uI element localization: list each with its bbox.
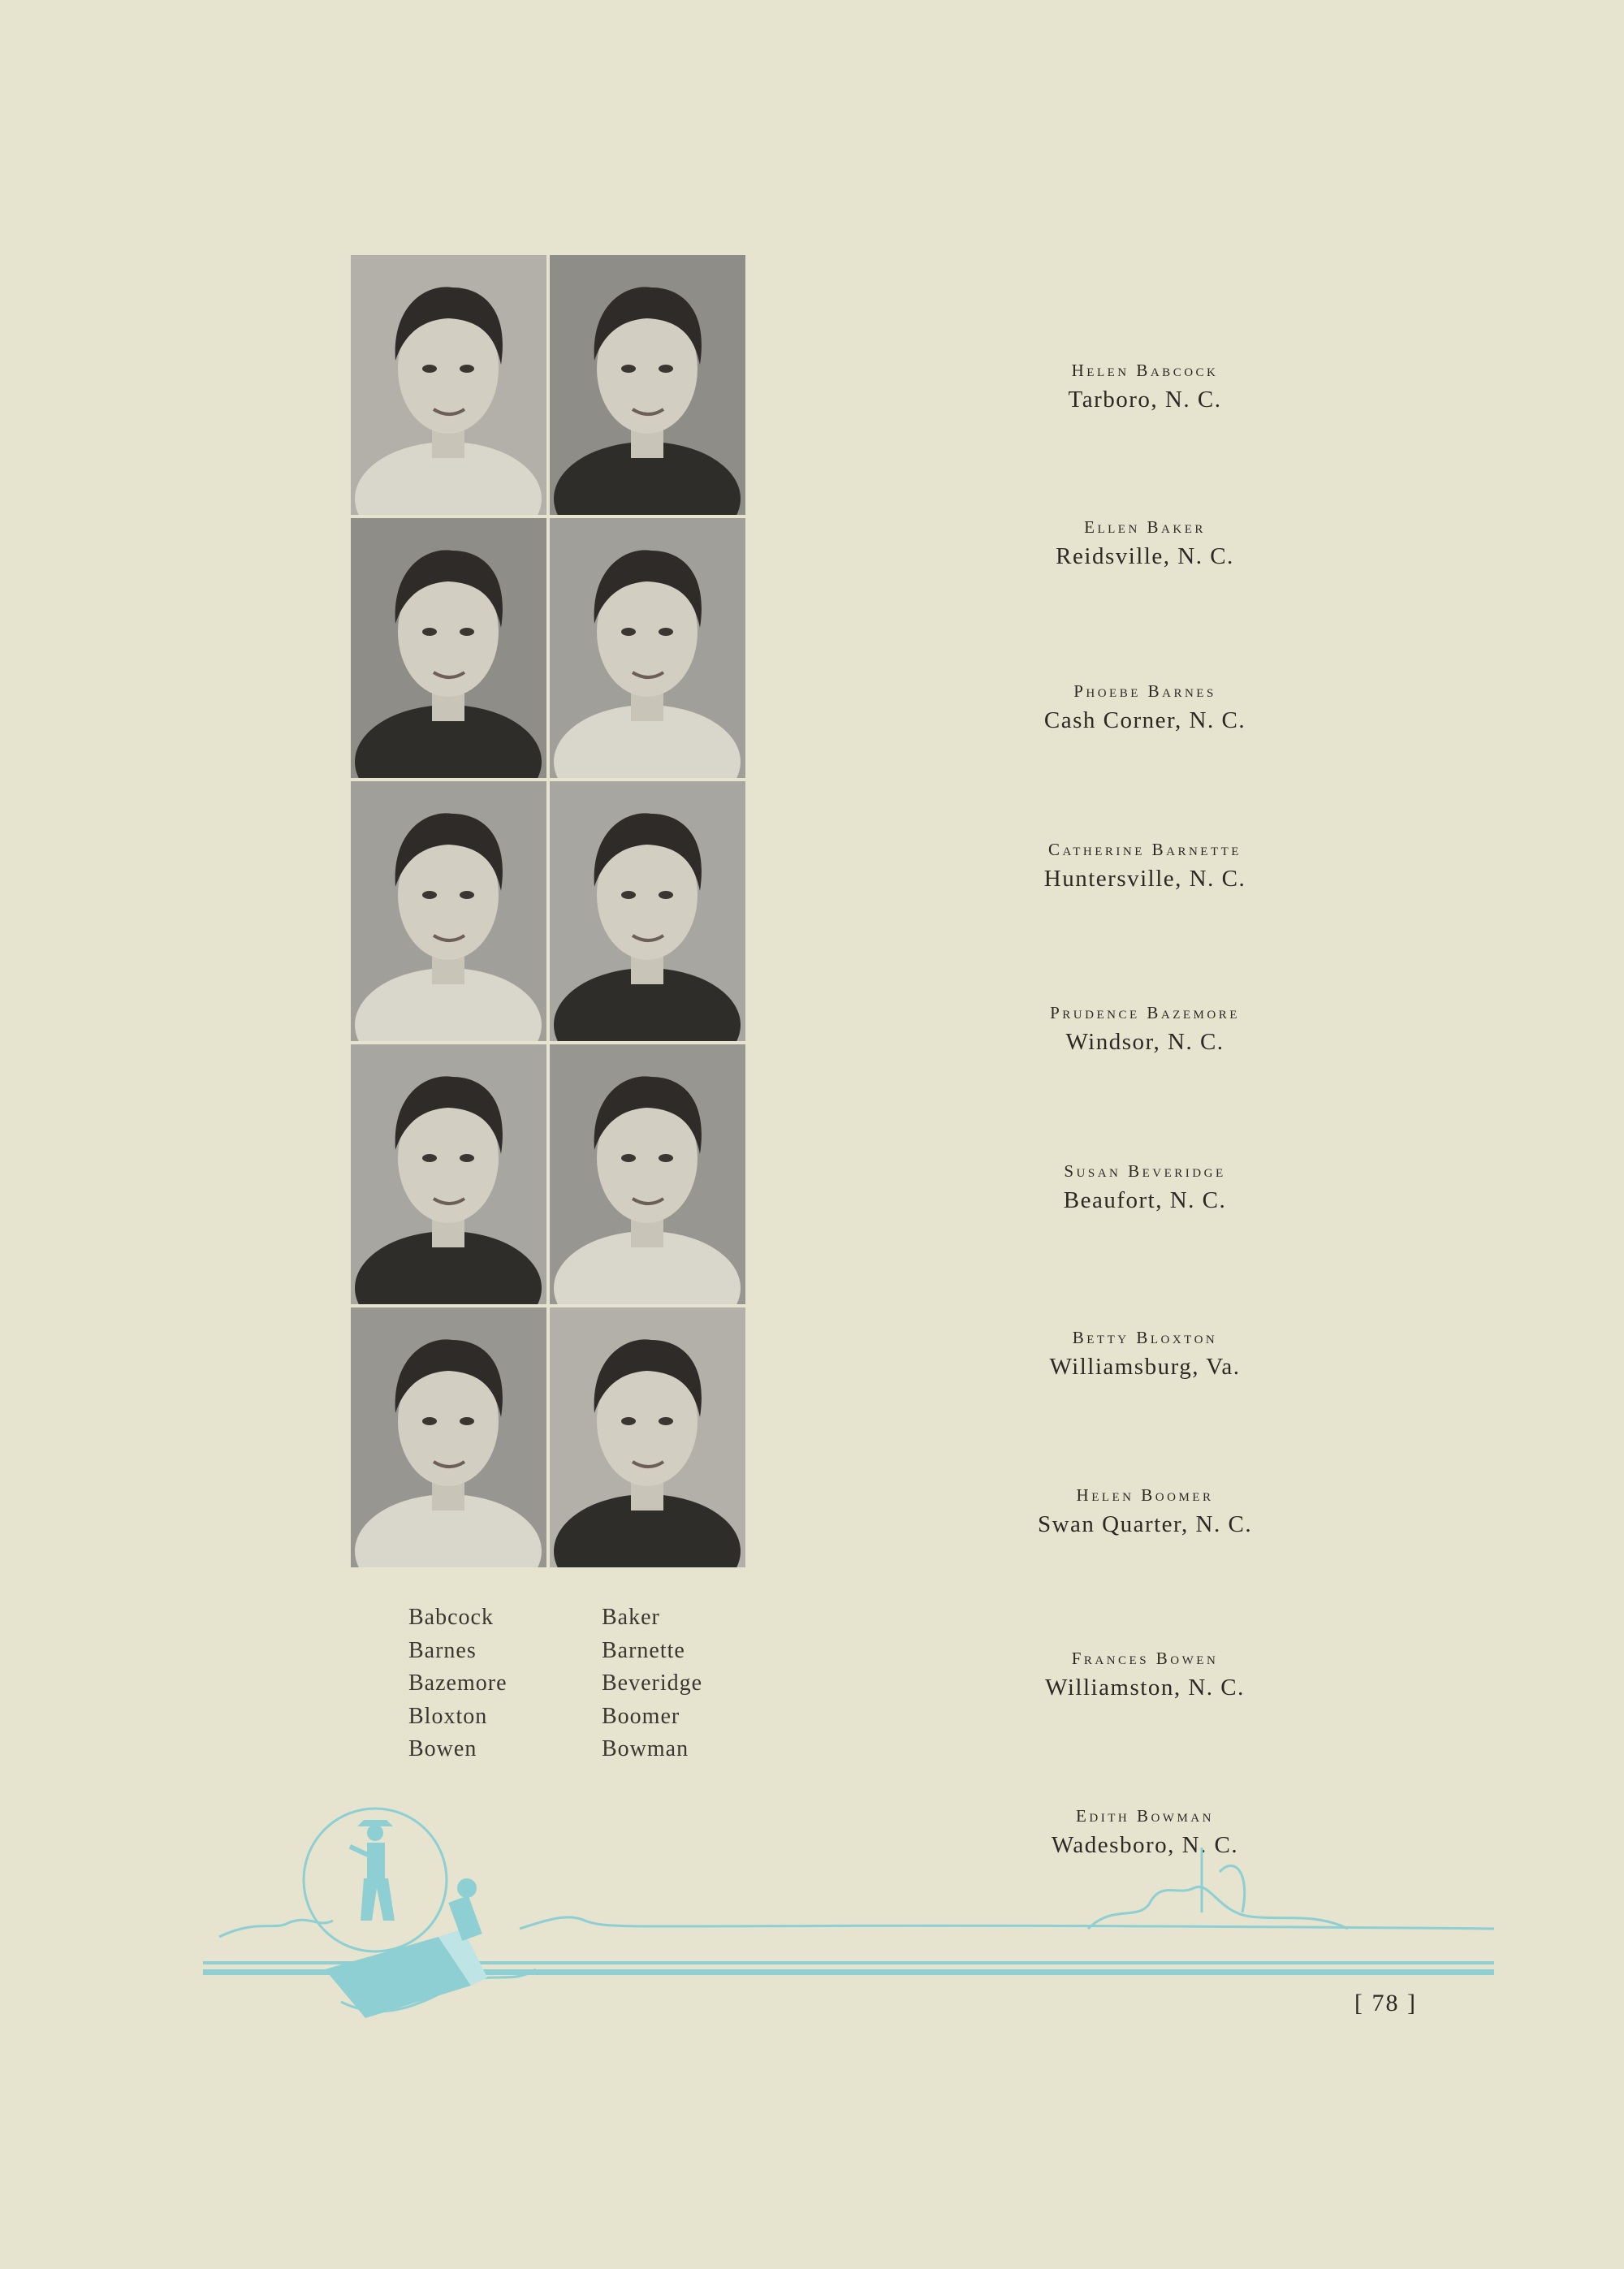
traveler-with-trunk-ornament-icon [195, 1799, 1494, 2059]
student-hometown: Wadesboro, N. C. [1051, 1832, 1239, 1858]
roster-entry [974, 1644, 1315, 1702]
student-name: Susan Beveridge [1064, 1161, 1226, 1181]
student-portrait-icon [351, 255, 546, 515]
student-name: Frances Bowen [1071, 1649, 1219, 1668]
student-hometown: Reidsville, N. C. [1056, 543, 1234, 569]
caption-name: Barnette [602, 1637, 685, 1663]
caption-name: Barnes [408, 1637, 477, 1663]
student-portrait-icon [550, 781, 745, 1041]
student-name: Ellen Baker [1084, 517, 1206, 537]
caption-name: Bowen [408, 1736, 477, 1761]
roster-entry [974, 1323, 1315, 1381]
caption-column-right [602, 1601, 795, 1766]
caption-name: Baker [602, 1605, 660, 1630]
student-portrait-icon [550, 1307, 745, 1567]
roster-entry [974, 512, 1315, 571]
roster-entry [974, 835, 1315, 893]
student-portrait-icon [550, 518, 745, 778]
student-portrait-icon [351, 781, 546, 1041]
student-name: Prudence Bazemore [1050, 1003, 1240, 1022]
student-portrait-icon [351, 1044, 546, 1304]
caption-name: Bowman [602, 1736, 689, 1761]
caption-name: Boomer [602, 1703, 680, 1729]
portrait-row [351, 255, 757, 515]
caption-name: Babcock [408, 1605, 494, 1630]
portrait-grid [351, 255, 757, 1571]
student-hometown: Beaufort, N. C. [1063, 1187, 1227, 1213]
roster-entry [974, 998, 1315, 1057]
student-name: Betty Bloxton [1072, 1328, 1218, 1347]
roster-entry [974, 356, 1315, 414]
student-name: Phoebe Barnes [1073, 681, 1216, 701]
student-name: Helen Babcock [1071, 361, 1219, 380]
student-name: Catherine Barnette [1048, 840, 1242, 859]
student-portrait-icon [351, 518, 546, 778]
student-hometown: Williamston, N. C. [1045, 1675, 1245, 1701]
student-hometown: Huntersville, N. C. [1043, 866, 1246, 892]
caption-name: Bazemore [408, 1670, 508, 1696]
student-name: Helen Boomer [1076, 1485, 1214, 1505]
portrait-row [351, 1307, 757, 1567]
roster-entry [974, 1156, 1315, 1215]
portrait-row [351, 1044, 757, 1304]
student-hometown: Windsor, N. C. [1065, 1029, 1224, 1055]
portrait-row [351, 518, 757, 778]
student-portrait-icon [351, 1307, 546, 1567]
page-number: [ 78 ] [1354, 1990, 1417, 2016]
student-hometown: Swan Quarter, N. C. [1037, 1511, 1253, 1537]
caption-name: Bloxton [408, 1703, 488, 1729]
portrait-caption-key [408, 1601, 795, 1766]
student-hometown: Cash Corner, N. C. [1043, 707, 1246, 733]
caption-column-left [408, 1601, 602, 1766]
student-portrait-icon [550, 1044, 745, 1304]
caption-name: Beveridge [602, 1670, 703, 1696]
student-hometown: Tarboro, N. C. [1068, 387, 1222, 413]
student-portrait-icon [550, 255, 745, 515]
portrait-row [351, 781, 757, 1041]
roster-entry [974, 1480, 1315, 1539]
roster-entry [974, 676, 1315, 735]
student-hometown: Williamsburg, Va. [1049, 1354, 1241, 1380]
student-name: Edith Bowman [1076, 1806, 1214, 1826]
